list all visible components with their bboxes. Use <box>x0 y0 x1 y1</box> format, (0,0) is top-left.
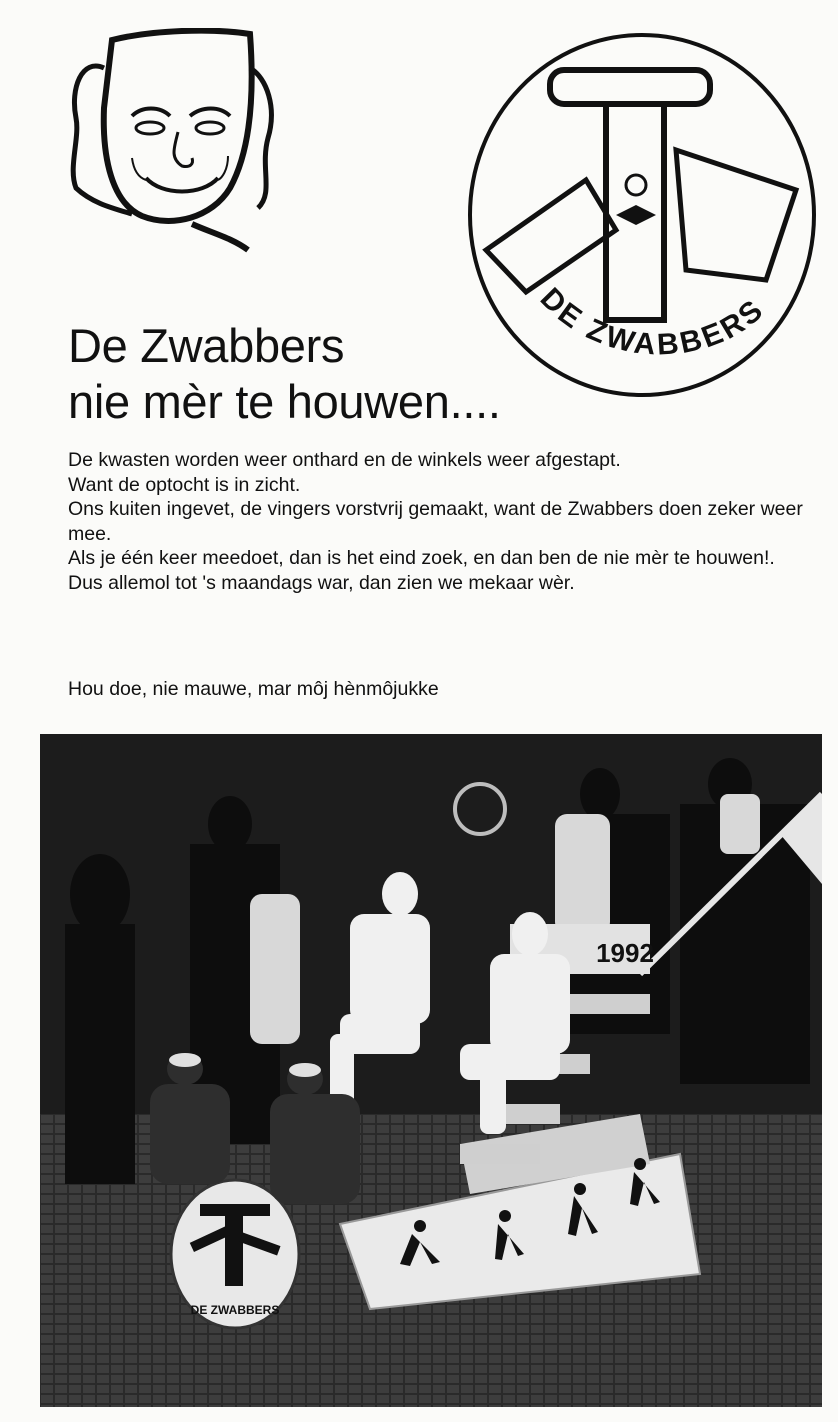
article-body <box>68 448 818 595</box>
logo-text: DE ZWABBERS <box>533 281 772 362</box>
headline-line-1: De Zwabbers <box>68 319 345 372</box>
float-sign: 1992 <box>596 938 654 968</box>
zwabbers-logo <box>466 30 818 400</box>
shield-text: DE ZWABBERS <box>190 1303 280 1317</box>
parade-photo <box>40 734 822 1407</box>
headline <box>68 318 501 430</box>
theatre-mask-illustration <box>62 28 282 258</box>
body-line: Dus allemol tot 's maandags war, dan zien we mekaar wèr. <box>68 571 575 594</box>
body-line: Als je één keer meedoet, dan is het eind zoek, en dan ben de nie mèr te houwen!. <box>68 547 775 569</box>
body-line: Want de optocht is in zicht. <box>68 473 301 496</box>
closing-line: Hou doe, nie mauwe, mar môj hènmôjukke <box>68 678 439 700</box>
body-line: De kwasten worden weer onthard en de winkels weer afgestapt. <box>68 449 621 471</box>
body-line: Ons kuiten ingevet, de vingers vorstvrij gemaakt, want de Zwabbers doen zeker weer mee. <box>68 498 803 545</box>
headline-line-2: nie mèr te houwen.... <box>68 375 501 428</box>
